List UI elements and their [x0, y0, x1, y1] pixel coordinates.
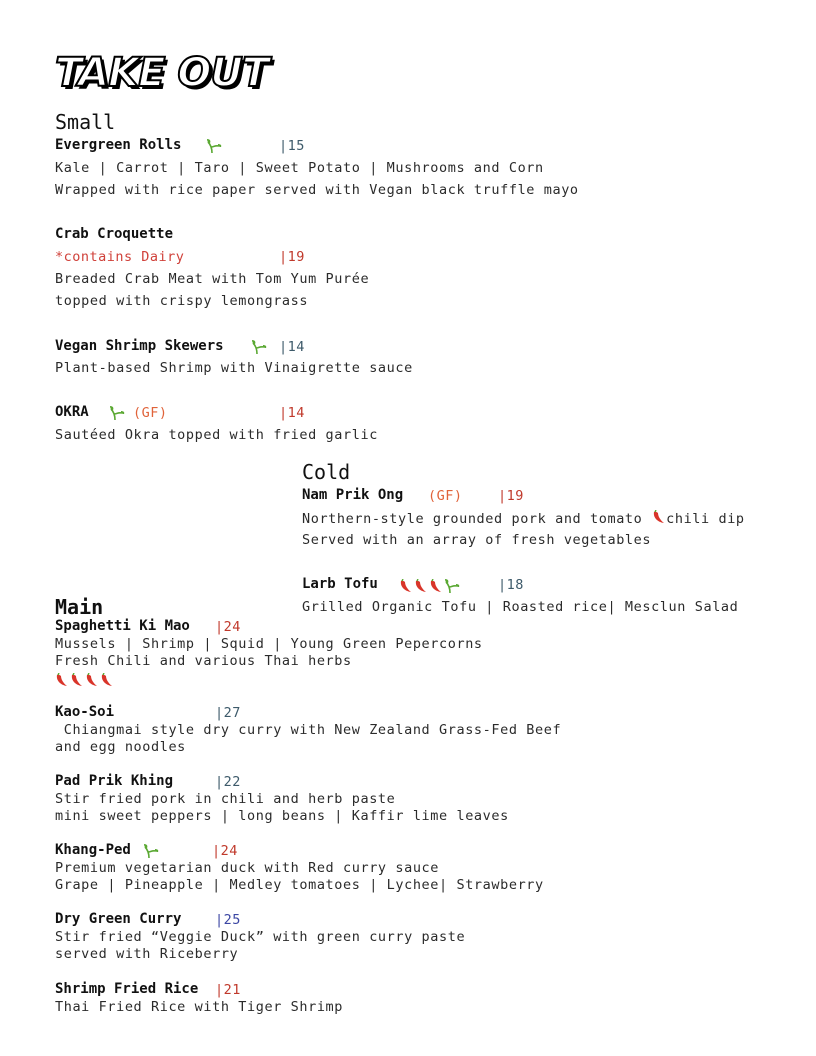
chili-pepper-icon	[69, 672, 84, 691]
price: |15	[279, 138, 305, 154]
item-description: and egg noodles	[55, 739, 186, 755]
chili-pepper-icon	[398, 578, 413, 597]
price: |14	[279, 339, 305, 355]
page-title: TAKE OUT	[55, 50, 269, 96]
chili-pepper-icon	[413, 578, 428, 597]
section-heading-cold: Cold	[302, 460, 351, 484]
item-description: mini sweet peppers | long beans | Kaffir lime leaves	[55, 808, 509, 824]
item-description: Grilled Organic Tofu | Roasted rice| Mesclun Salad	[302, 599, 739, 615]
item-description: Kale | Carrot | Taro | Sweet Potato | Mushrooms and Corn	[55, 160, 544, 176]
sprout-icon	[250, 339, 268, 359]
allergen-note: *contains Dairy	[55, 249, 185, 265]
menu-item-name: Spaghetti Ki Mao	[55, 618, 190, 634]
gluten-free-tag: (GF)	[133, 405, 168, 421]
price: |18	[498, 577, 524, 593]
menu-item-name: Nam Prik Ong	[302, 487, 404, 503]
menu-item-name: Khang-Ped	[55, 842, 131, 858]
sprout-icon	[108, 405, 126, 425]
spice-level-indicator	[398, 577, 461, 598]
section-heading-main: Main	[55, 595, 104, 619]
price: |19	[279, 249, 305, 265]
menu-item-name: Shrimp Fried Rice	[55, 981, 199, 997]
chili-pepper-icon	[84, 672, 99, 691]
menu-item-name: Pad Prik Khing	[55, 773, 174, 789]
menu-item-name: Kao-Soi	[55, 704, 115, 720]
description-text: Northern-style grounded pork and tomato	[302, 511, 652, 527]
price: |14	[279, 405, 305, 421]
menu-item-name: Evergreen Rolls	[55, 137, 182, 153]
gluten-free-tag: (GF)	[428, 488, 463, 504]
item-description	[302, 510, 745, 528]
price: |19	[498, 488, 524, 504]
price: |27	[215, 705, 241, 721]
item-description: topped with crispy lemongrass	[55, 293, 309, 309]
sprout-icon	[443, 578, 461, 598]
item-description: served with Riceberry	[55, 946, 239, 962]
price: |25	[215, 912, 241, 928]
sprout-icon	[205, 138, 223, 158]
item-description: Stir fried “Veggie Duck” with green curry paste	[55, 929, 466, 945]
item-description: Plant-based Shrimp with Vinaigrette sauce	[55, 360, 413, 376]
item-description: Wrapped with rice paper served with Vegan black truffle mayo	[55, 182, 579, 198]
item-description: Served with an array of fresh vegetables	[302, 532, 652, 548]
price: |24	[215, 619, 241, 635]
chili-pepper-icon	[99, 672, 114, 691]
price: |21	[215, 982, 241, 998]
description-text: chili dip	[666, 511, 745, 527]
section-heading-small: Small	[55, 110, 116, 134]
menu-item-name: OKRA	[55, 404, 89, 420]
item-description: Mussels | Shrimp | Squid | Young Green Pepercorns	[55, 636, 483, 652]
menu-item-name: Dry Green Curry	[55, 911, 182, 927]
chili-pepper-icon	[54, 672, 69, 691]
chili-pepper-icon	[428, 578, 443, 597]
menu-item-name: Vegan Shrimp Skewers	[55, 338, 224, 354]
item-description: Chiangmai style dry curry with New Zealand Grass-Fed Beef	[55, 722, 562, 738]
price: |24	[212, 843, 238, 859]
item-description: Stir fried pork in chili and herb paste	[55, 791, 396, 807]
item-description: Sautéed Okra topped with fried garlic	[55, 427, 378, 443]
item-description: Premium vegetarian duck with Red curry sauce	[55, 860, 440, 876]
item-description: Fresh Chili and various Thai herbs	[55, 653, 352, 669]
menu-item-name: Crab Croquette	[55, 226, 174, 242]
price: |22	[215, 774, 241, 790]
menu-item-name: Larb Tofu	[302, 576, 378, 592]
spice-level-indicator	[54, 671, 114, 691]
chili-pepper-icon	[651, 510, 666, 528]
item-description: Thai Fried Rice with Tiger Shrimp	[55, 999, 344, 1015]
item-description: Grape | Pineapple | Medley tomatoes | Lychee| Strawberry	[55, 877, 544, 893]
item-description: Breaded Crab Meat with Tom Yum Purée	[55, 271, 370, 287]
